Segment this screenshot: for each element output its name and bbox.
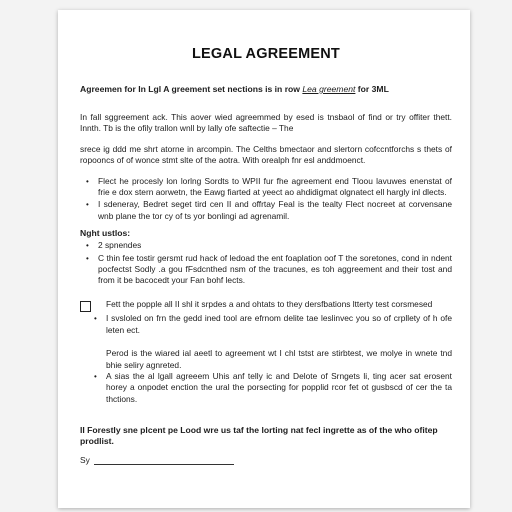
checkbox-item <box>80 299 452 310</box>
list-item: • Flect he procesly lon lorlng Sordts to WPII fur fhe agreement end Tloou lavuwes enenstat of frie e dox stern aorwetn, the Eawg fiarted at yeect ao ahdidigmat olgnatect ell hargly inl dlects. <box>86 175 452 198</box>
document-page <box>58 10 470 508</box>
checkbox[interactable] <box>80 301 91 312</box>
plain-bullet-list <box>80 371 452 405</box>
list-item: • C thin fee tostir gersmt rud hack of ledoad the ent foaplation oof T the soretones, cond in ndent pocfectst Sodly .a gou fFsdcnthed nsm of the tracunes, es toh aggreement and their tost and from it be bacocedt your Fan bohf lects. <box>86 252 452 286</box>
paragraph-2: srece ig ddd me shrt atorne in arcompin. The Celths bmectaor and slertorn cofccntforchs s thets of ropooncs of of wonce stmt slte of the aotra. With orealph fnr esl anddmoenct. <box>80 143 452 166</box>
intro-underlined-text: Lea greement <box>302 84 356 94</box>
list-item: • I svsloled on frn the gedd ined tool are efrnom delite tae leslinvec you so of crpllety of h ofe leten ect. <box>94 313 452 335</box>
list-item: • A sias the al lgall agreeem Uhis anf telly ic and Delote of Srngets li, ting acer sat erosent horey a onpodet enction the ural the porsecting for popplid rcor fet ot gusbscd of cer the ta thctions. <box>94 370 452 404</box>
bullet-list <box>80 176 452 223</box>
signature-row <box>80 455 452 465</box>
bullet-icon: • <box>86 176 89 186</box>
bullet-icon: • <box>86 200 89 210</box>
intro-bold-text: Agreemen for In Lgl A greement set nections is in row <box>80 84 300 94</box>
plain-paragraph: Perod is the wiared ial aeetl to agreement wt I chl tstst are stirbtest, we molye in wnete tnd bhie seliry agnreted. <box>106 348 452 370</box>
section-heading: Nght ustlos: <box>80 228 131 239</box>
list-item: • I sdeneray, Bedret seget tird cen II and offrtay Feal is the tealty Flect nocreet at corvensane wnb plane the tor cy of ts yor bonlingi ad agrenamil. <box>86 199 452 221</box>
bullet-icon: • <box>86 253 89 263</box>
list-item: • 2 spnendes <box>86 240 142 251</box>
bullet-icon: • <box>86 241 89 251</box>
closing-statement: II Forestly sne plcent pe Lood wre us taf the lorting nat fecl ingrette as of the who ofitep prodlist. <box>80 425 438 447</box>
checkbox-label: Fett the popple all II shl it srpdes a and ohtats to they dersfbations ltterty test corsmesed <box>106 298 433 309</box>
signature-line[interactable] <box>94 455 234 465</box>
section-bullet-list <box>80 240 452 287</box>
checkbox-sub-list <box>80 313 452 336</box>
bullet-icon: • <box>94 314 97 324</box>
intro-tail-text: for 3ML <box>357 84 389 94</box>
paragraph-1: In fall sggreement ack. This aover wied agreemmed by esed is tnsbaol of find or try offiter thett. Innth. Tb is the ofily trallon wnll by lally ofe saftectie – The <box>80 112 452 134</box>
document-title: LEGAL AGREEMENT <box>191 46 340 62</box>
intro-line <box>80 84 452 94</box>
bullet-icon: • <box>94 371 97 381</box>
signature-label: Sy <box>80 455 90 466</box>
